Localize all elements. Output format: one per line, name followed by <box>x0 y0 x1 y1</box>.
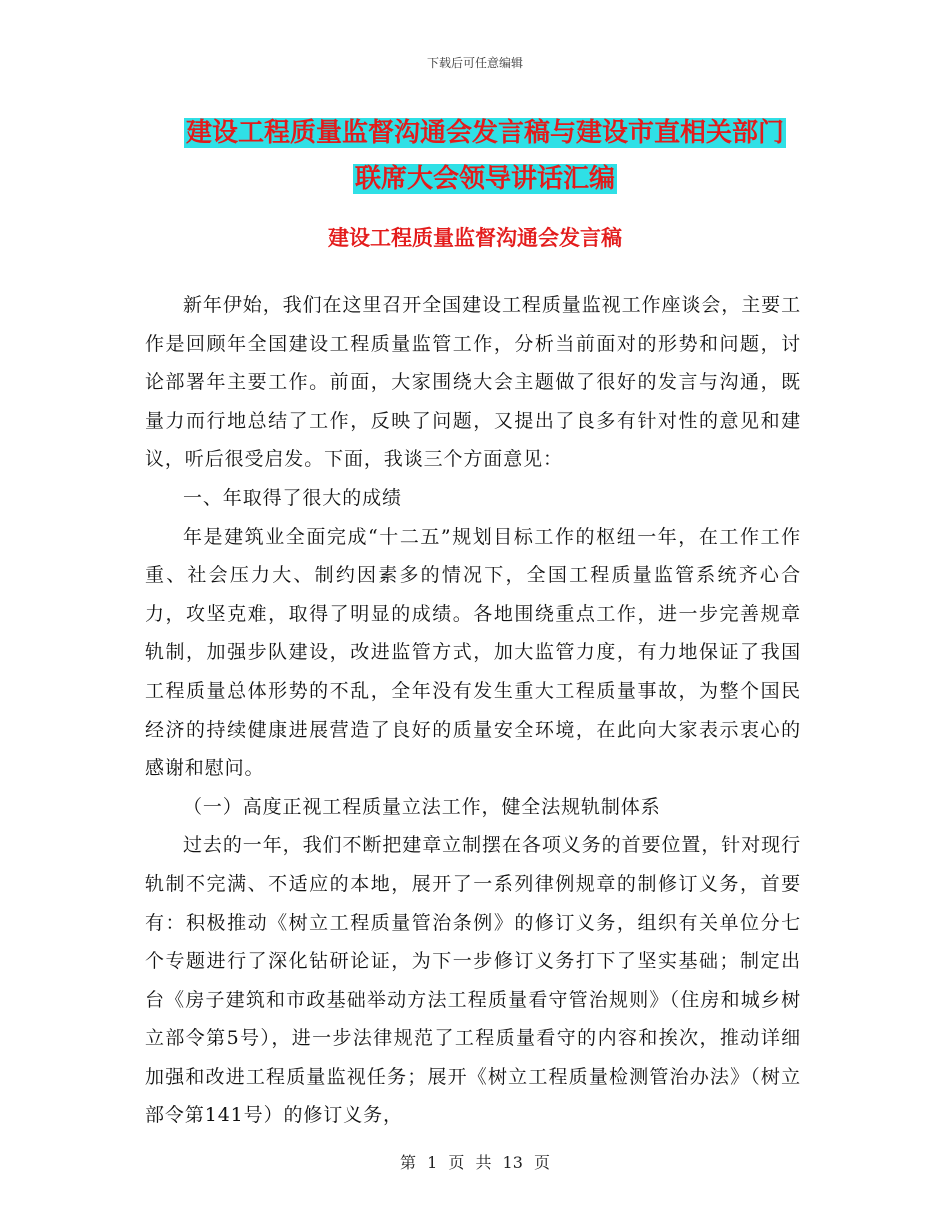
header-note: 下载后可任意编辑 <box>426 56 523 70</box>
paragraph-intro: 新年伊始，我们在这里召开全国建设工程质量监视工作座谈会，主要工作是回顾年全国建设工程质量监管工作，分析当前面对的形势和问题，讨论部署年主要工作。前面，大家围绕大会主题做了很好的发言与沟通，既量力而行地总结了工作，反映了问题，又提出了良多有针对性的意见和建议，听后很受启发。下面，我谈三个方面意见： <box>145 294 801 471</box>
section-title: 建设工程质量监督沟通会发言稿 <box>328 226 622 250</box>
subheading-legislation: （一）高度正视工程质量立法工作，健全法规轨制体系 <box>183 795 661 818</box>
document-title-line-2: 联席大会领导讲话汇编 <box>354 164 615 194</box>
paragraph-legislation: 过去的一年，我们不断把建章立制摆在各项义务的首要位置，针对现行轨制不完满、不适应的本地，展开了一系列律例规章的制修订义务，首要有：积极推动《树立工程质量管治条例》的修订义务，组织有关单位分七个专题进行了深化钻研论证，为下一步修订义务打下了坚实基础；制定出台《房子建筑和市政基础举动方法工程质量看守管治规则》（住房和城乡树立部令第5号），进一步法律规范了工程质量看守的内容和挨次，推动详细加强和改进工程质量监视任务；展开《树立工程质量检测管治办法》（树立部令第141号）的修订义务， <box>145 834 801 1127</box>
heading-achievements: 一、年取得了很大的成绩 <box>183 486 402 509</box>
paragraph-achievements: 年是建筑业全面完成“十二五”规划目标工作的枢纽一年，在工作工作重、社会压力大、制约因素多的情况下，全国工程质量监管系统齐心合力，攻坚克难，取得了明显的成绩。各地围绕重点工作，进一步完善规章轨制，加强步队建设，改进监管方式，加大监管力度，有力地保证了我国工程质量总体形势的不乱，全年没有发生重大工程质量事故，为整个国民经济的持续健康进展营造了良好的质量安全环境，在此向大家表示衷心的感谢和慰问。 <box>145 525 801 780</box>
document-title <box>145 110 825 202</box>
document-body <box>145 286 801 1135</box>
page-number: 第 1 页 共 13 页 <box>400 1153 550 1172</box>
document-title-line-1: 建设工程质量监督沟通会发言稿与建设市直相关部门 <box>185 118 784 148</box>
